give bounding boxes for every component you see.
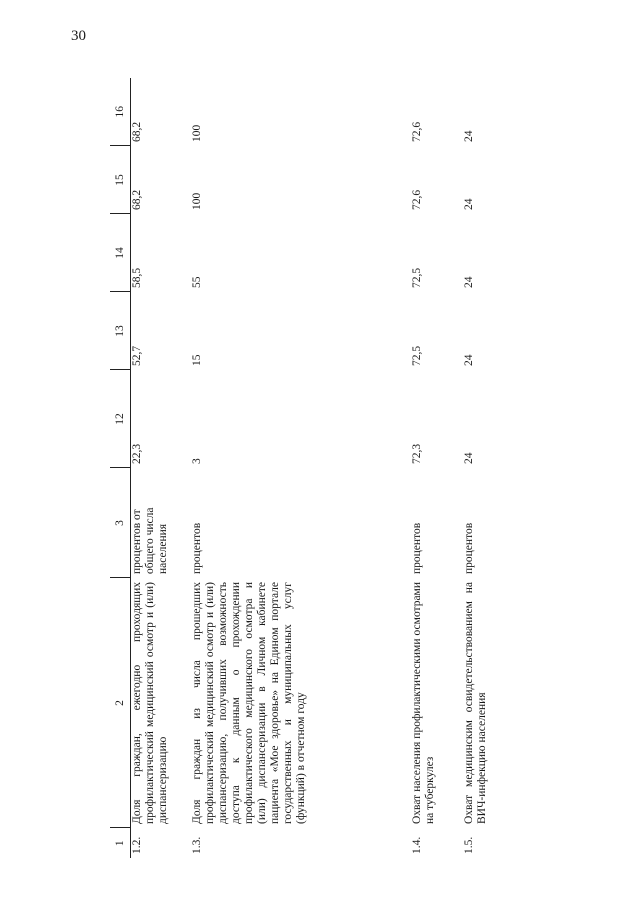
table-row bbox=[131, 78, 191, 858]
unit-cell: процентов bbox=[462, 522, 475, 574]
value-cell: 24 bbox=[462, 130, 475, 142]
value-cell: 24 bbox=[462, 198, 475, 210]
value-cell: 22,3 bbox=[131, 443, 143, 464]
rotated-table-container bbox=[110, 78, 510, 858]
value-cell: 68,2 bbox=[131, 121, 143, 142]
table-row bbox=[191, 78, 411, 858]
row-number: 1.4. bbox=[410, 836, 423, 854]
value-cell: 72,6 bbox=[410, 189, 423, 210]
unit-cell: процентов от общего числа населения bbox=[131, 507, 169, 574]
table-header-row bbox=[110, 78, 131, 858]
column-header: 15 bbox=[110, 146, 131, 214]
indicator-name: Доля граждан, ежегодно проходящих профилактический медицинский осмотр и (или) диспансеризацию bbox=[131, 582, 169, 824]
value-cell: 55 bbox=[190, 276, 203, 288]
unit-cell: процентов bbox=[190, 522, 203, 574]
value-cell: 72,5 bbox=[410, 267, 423, 288]
column-header: 16 bbox=[110, 78, 131, 146]
unit-cell: процентов bbox=[410, 522, 423, 574]
value-cell: 15 bbox=[190, 354, 203, 366]
value-cell: 24 bbox=[462, 452, 475, 464]
value-cell: 72,6 bbox=[410, 121, 423, 142]
column-header: 13 bbox=[110, 292, 131, 370]
table-row bbox=[463, 78, 511, 858]
row-number: 1.3. bbox=[190, 836, 203, 854]
indicator-name: Охват медицинским освидетельствованием на ВИЧ-инфекцию населения bbox=[462, 582, 488, 824]
value-cell: 24 bbox=[462, 354, 475, 366]
value-cell: 58,5 bbox=[131, 267, 143, 288]
value-cell: 72,5 bbox=[410, 345, 423, 366]
value-cell: 72,3 bbox=[410, 443, 423, 464]
indicator-name: Доля граждан из числа прошедших профилактический медицинский осмотр и (или) диспансеризацию, получивших возможность доступа к данным о прохождении профилактического медицинского осмотра и (или) диспансеризации в Личном кабинете пациента «Мое здоровье» на Едином портале государственных и муниципальных услуг (функций) в отчетном году bbox=[190, 582, 307, 824]
row-number: 1.5. bbox=[462, 836, 475, 854]
value-cell: 100 bbox=[190, 124, 203, 142]
value-cell: 52,7 bbox=[131, 345, 143, 366]
value-cell: 3 bbox=[190, 458, 203, 464]
table-row bbox=[411, 78, 463, 858]
column-header: 3 bbox=[110, 468, 131, 578]
value-cell: 24 bbox=[462, 276, 475, 288]
column-header: 12 bbox=[110, 370, 131, 468]
value-cell: 100 bbox=[190, 192, 203, 210]
page-number: 30 bbox=[71, 28, 86, 44]
column-header: 2 bbox=[110, 578, 131, 828]
value-cell: 68,2 bbox=[131, 189, 143, 210]
indicators-table bbox=[110, 78, 511, 858]
column-header: 1 bbox=[110, 828, 131, 858]
indicator-name: Охват населения профилактическими осмотрами на туберкулез bbox=[410, 582, 436, 824]
column-header: 14 bbox=[110, 214, 131, 292]
row-number: 1.2. bbox=[131, 836, 143, 854]
